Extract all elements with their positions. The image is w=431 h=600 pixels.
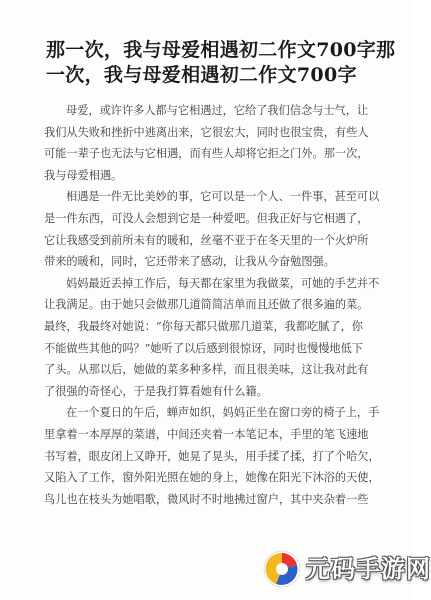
watermark-text: 元码手游网 [306, 555, 431, 583]
paragraph [44, 100, 380, 186]
text-line: 母爱，或许许多人都与它相遇过，它给了我们信念与士气，让 [66, 104, 369, 117]
text-line: 又陷入了工作，窗外阳光照在她的身上，她像在阳光下沐浴的天使， [44, 471, 380, 485]
text-line: 它让我感受到前所未有的暖和，丝毫不亚于在冬天里的一个火炉所 [44, 233, 369, 247]
text-line: 不能做些其他的吗？”她听了以后感到很惊讶，同时也慢慢地低下 [44, 341, 363, 355]
text-line: 在一个夏日的午后，蝉声如织，妈妈正坐在窗口旁的椅子上，手 [66, 406, 380, 420]
text-line: 了很强的奇怪心，于是我打算看她有什么籍。 [44, 384, 268, 398]
paragraph [44, 402, 380, 510]
paragraph [44, 186, 380, 272]
text-line: 可能一辈子也无法与它相遇，而有些人却将它拒之门外。那一次， [44, 147, 369, 161]
text-line: 里拿着一本厚厚的菜谱，中间还夹着一本笔记本，手里的笔飞速地 [44, 427, 369, 441]
text-line: 书写着，眼皮闭上又睁开，她晃了晃头，用手揉了揉，打了个哈欠， [44, 449, 380, 463]
title-line: 那一次，我与母爱相遇初二作文700字那 [46, 39, 396, 61]
yuanma-logo-icon [262, 549, 302, 589]
title-line: 一次，我与母爱相遇初二作文700字 [46, 64, 357, 86]
article-title [46, 38, 396, 88]
text-line: 让我满足。由于她只会做那几道简简洁单而且还做了很多遍的菜。 [44, 298, 369, 312]
text-line: 我们从失败和挫折中逃离出来，它很宏大，同时也很宝贵，有些人 [44, 125, 369, 139]
paragraph [44, 273, 380, 403]
text-line: 带来的暖和，同时，它还带来了感动，让我从今奋勉图强。 [44, 255, 335, 269]
text-line: 鸟儿也在枝头为她唱歌，微风时不时地拂过窗户，其中夹杂着一些 [44, 492, 369, 506]
text-line: 我与母爱相遇。 [44, 168, 123, 182]
text-line: 最终，我最终对她说：“你每天都只做那几道菜，我都吃腻了，你 [44, 319, 363, 333]
site-watermark [262, 546, 431, 592]
article-body [44, 100, 380, 510]
text-line: 妈妈最近丢掉工作后，每天都在家里为我做菜，可她的手艺并不 [66, 276, 380, 290]
text-line: 相遇是一件无比美妙的事，它可以是一个人、一件事，甚至可以 [66, 190, 380, 204]
text-line: 是一件东西，可没人会想到它是一种爱吧。但我正好与它相遇了， [44, 211, 369, 225]
text-line: 了头。从那以后，她做的菜多种多样，而且很美味，这让我对此有 [44, 363, 369, 377]
